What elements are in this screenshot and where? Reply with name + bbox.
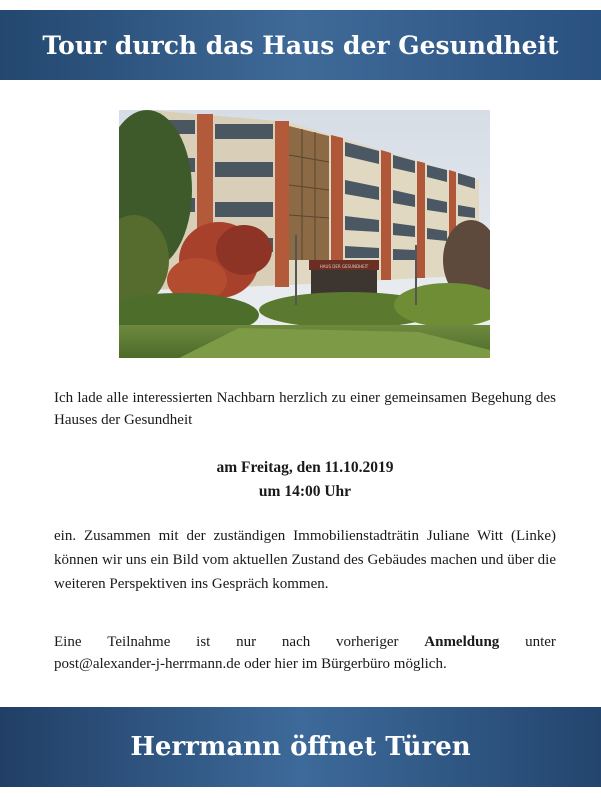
event-date: am Freitag, den 11.10.2019	[216, 459, 394, 476]
header-banner	[0, 10, 601, 80]
registration-keyword: Anmeldung	[424, 634, 500, 650]
word: Teilnahme	[107, 634, 171, 650]
details-paragraph: ein. Zusammen mit der zuständigen Immobilienstadträtin Juliane Witt (Linke) können wir uns ein Bild vom aktuellen Zustand des Gebäudes machen und über die weiteren Perspektiven ins Gespräch kommen.	[54, 528, 556, 592]
event-time: um 14:00 Uhr	[258, 483, 352, 500]
event-date-block	[54, 456, 556, 504]
word: nur	[236, 634, 257, 650]
building-sign-text: HAUS DER GESUNDHEIT	[319, 264, 369, 269]
building-photo	[119, 110, 490, 358]
page-title: Tour durch das Haus der Gesundheit	[42, 30, 559, 60]
word: vorheriger	[336, 634, 399, 650]
word: unter	[525, 634, 556, 650]
registration-line-1	[54, 631, 556, 653]
word: Eine	[54, 634, 82, 650]
registration-paragraph	[54, 631, 556, 675]
footer-banner	[0, 707, 601, 787]
word: ist	[196, 634, 211, 650]
registration-line-2: post@alexander-j-herrmann.de oder hier im Bürgerbüro möglich.	[54, 656, 447, 672]
word: nach	[281, 634, 311, 650]
intro-paragraph: Ich lade alle interessierten Nachbarn herzlich zu einer gemeinsamen Begehung des Hauses der Gesundheit	[54, 390, 556, 428]
footer-title: Herrmann öffnet Türen	[130, 732, 471, 762]
